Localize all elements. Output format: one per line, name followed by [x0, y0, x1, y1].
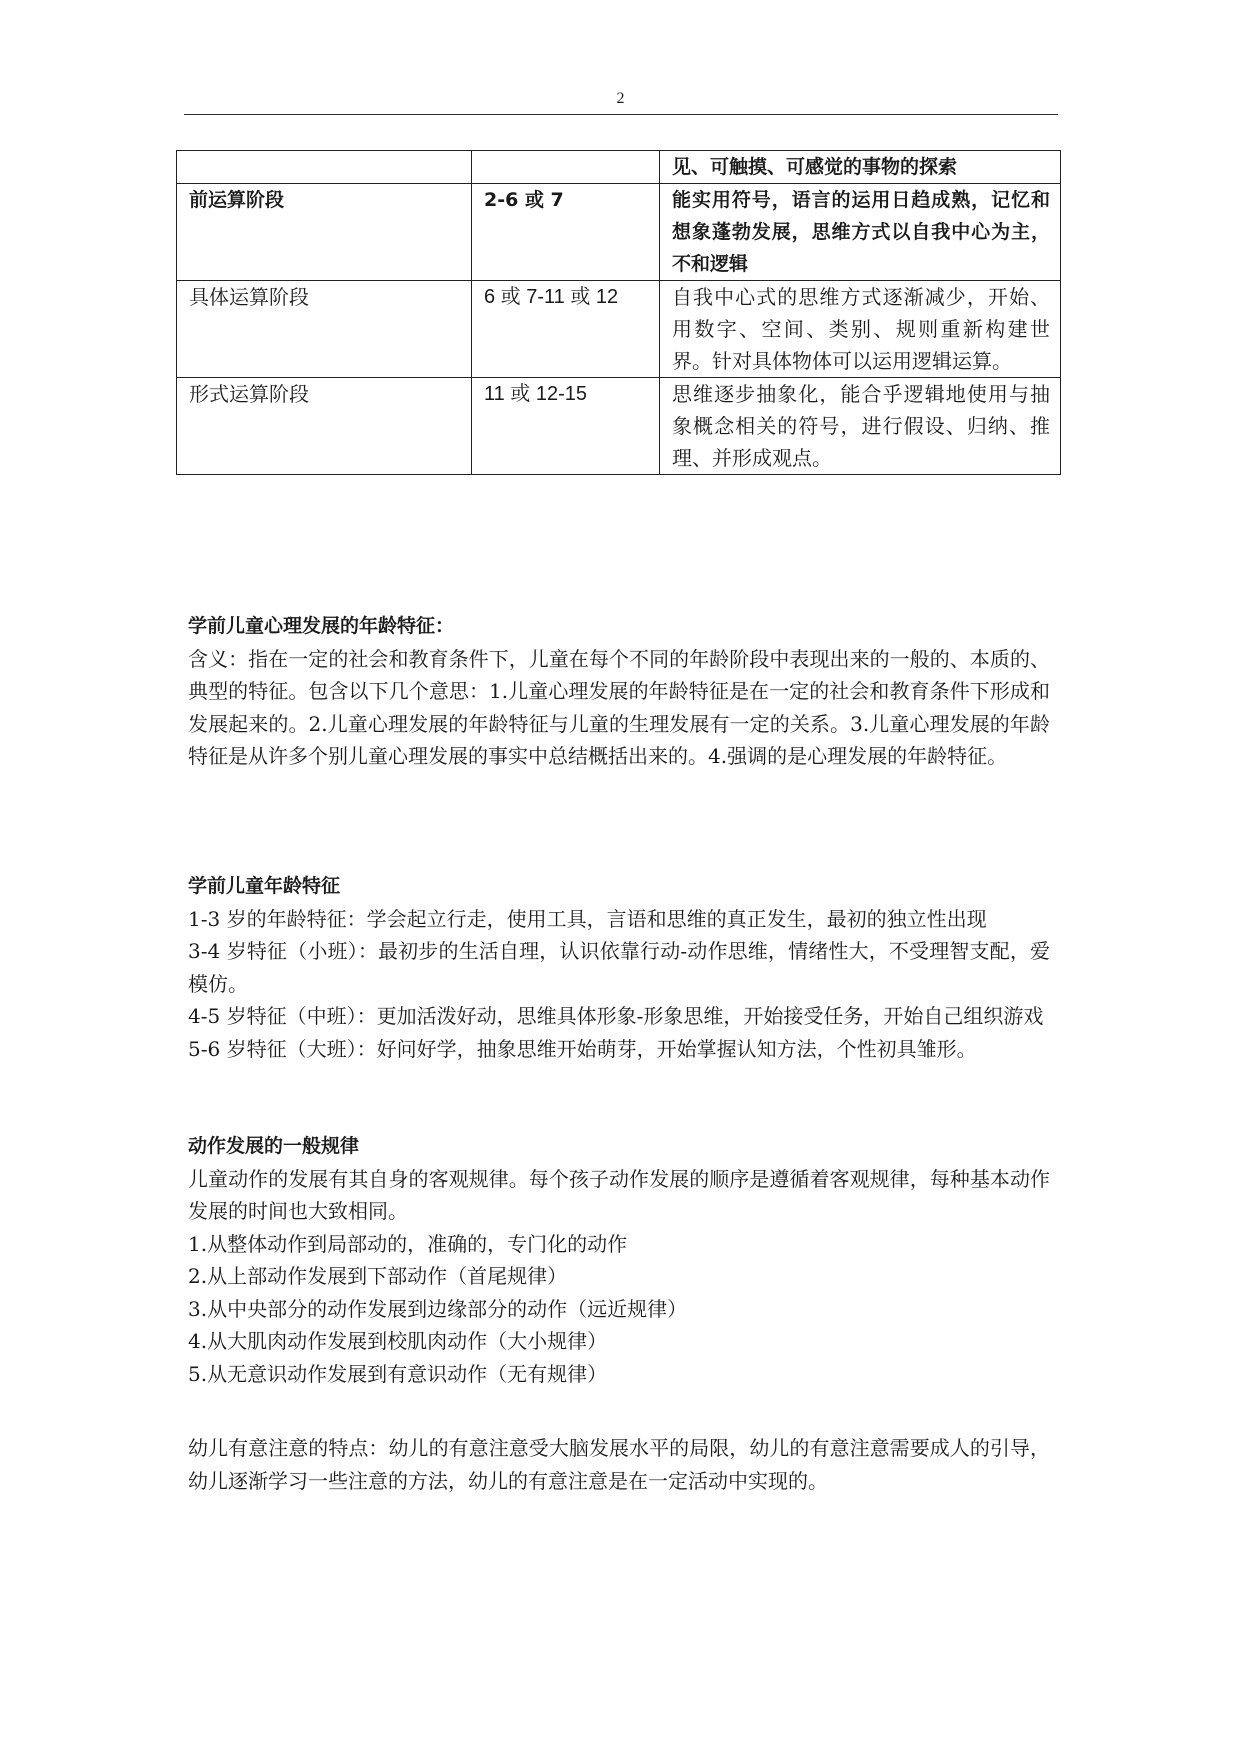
table-row: [177, 184, 1061, 281]
list-item: 3.从中央部分的动作发展到边缘部分的动作（远近规律）: [188, 1296, 688, 1321]
age-cell: [472, 151, 660, 184]
list-item: 1.从整体动作到局部动的，准确的，专门化的动作: [188, 1231, 628, 1256]
description-cell: 思维逐步抽象化，能合乎逻辑地使用与抽象概念相关的符号，进行假设、归纳、推理、并形成观点。: [660, 378, 1061, 475]
age-characteristics-section: [188, 610, 1050, 773]
section-title: 学前儿童心理发展的年龄特征：: [188, 615, 455, 637]
page-number: 2: [616, 90, 625, 107]
stage-cell: 具体运算阶段: [177, 281, 472, 378]
table-row: [177, 151, 1061, 184]
list-item: 5.从无意识动作发展到有意识动作（无有规律）: [188, 1361, 608, 1386]
list-item: 2.从上部动作发展到下部动作（首尾规律）: [188, 1264, 568, 1288]
table-row: [177, 281, 1061, 378]
stage-cell: 前运算阶段: [177, 184, 472, 281]
stage-cell: [177, 151, 472, 184]
age-line: 1-3 岁的年龄特征：学会起立行走，使用工具，言语和思维的真正发生，最初的独立性出现: [188, 906, 987, 931]
section-title: 学前儿童年龄特征: [188, 875, 341, 897]
age-cell: 2-6 或 7: [472, 184, 660, 281]
motor-development-section: [188, 1130, 1050, 1390]
description-cell: 见、可触摸、可感觉的事物的探索: [660, 151, 1061, 184]
list-item: 4.从大肌肉动作发展到校肌肉动作（大小规律）: [188, 1329, 608, 1353]
section-paragraph: 幼儿有意注意的特点：幼儿的有意注意受大脑发展水平的局限，幼儿的有意注意需要成人的引导，幼儿逐渐学习一些注意的方法，幼儿的有意注意是在一定活动中实现的。: [188, 1436, 1050, 1493]
age-cell: 6 或 7-11 或 12: [472, 281, 660, 378]
stage-cell: 形式运算阶段: [177, 378, 472, 475]
description-cell: 自我中心式的思维方式逐渐减少，开始、用数字、空间、类别、规则重新构建世界。针对具体物体可以运用逻辑运算。: [660, 281, 1061, 378]
age-line: 3-4 岁特征（小班）：最初步的生活自理，认识依靠行动-动作思维，情绪性大，不受理智支配，爱模仿。: [188, 939, 1050, 996]
attention-section: [188, 1432, 1050, 1497]
header-rule: [184, 114, 1058, 115]
age-line: 5-6 岁特征（大班）：好问好学，抽象思维开始萌芽，开始掌握认知方法，个性初具雏形。: [188, 1036, 977, 1061]
age-line: 4-5 岁特征（中班）：更加活泼好动，思维具体形象-形象思维，开始接受任务，开始自己组织游戏: [188, 1004, 1044, 1028]
preschool-age-section: [188, 870, 1050, 1065]
section-paragraph: 儿童动作的发展有其自身的客观规律。每个孩子动作发展的顺序是遵循着客观规律，每种基本动作发展的时间也大致相同。: [188, 1166, 1050, 1223]
table-row: [177, 378, 1061, 475]
section-paragraph: 含义：指在一定的社会和教育条件下，儿童在每个不同的年龄阶段中表现出来的一般的、本质的、典型的特征。包含以下几个意思：1.儿童心理发展的年龄特征是在一定的社会和教育条件下形成和发展起来的。2.儿童心理发展的年龄特征与儿童的生理发展有一定的关系。3.儿童心理发展的年龄特征是从许多个别儿童心理发展的事实中总结概括出来的。4.强调的是心理发展的年龄特征。: [188, 646, 1050, 768]
age-cell: 11 或 12-15: [472, 378, 660, 475]
section-title: 动作发展的一般规律: [188, 1135, 360, 1157]
description-cell: 能实用符号，语言的运用日趋成熟，记忆和想象蓬勃发展，思维方式以自我中心为主，不和逻辑: [660, 184, 1061, 281]
cognitive-stage-table: [176, 150, 1061, 475]
